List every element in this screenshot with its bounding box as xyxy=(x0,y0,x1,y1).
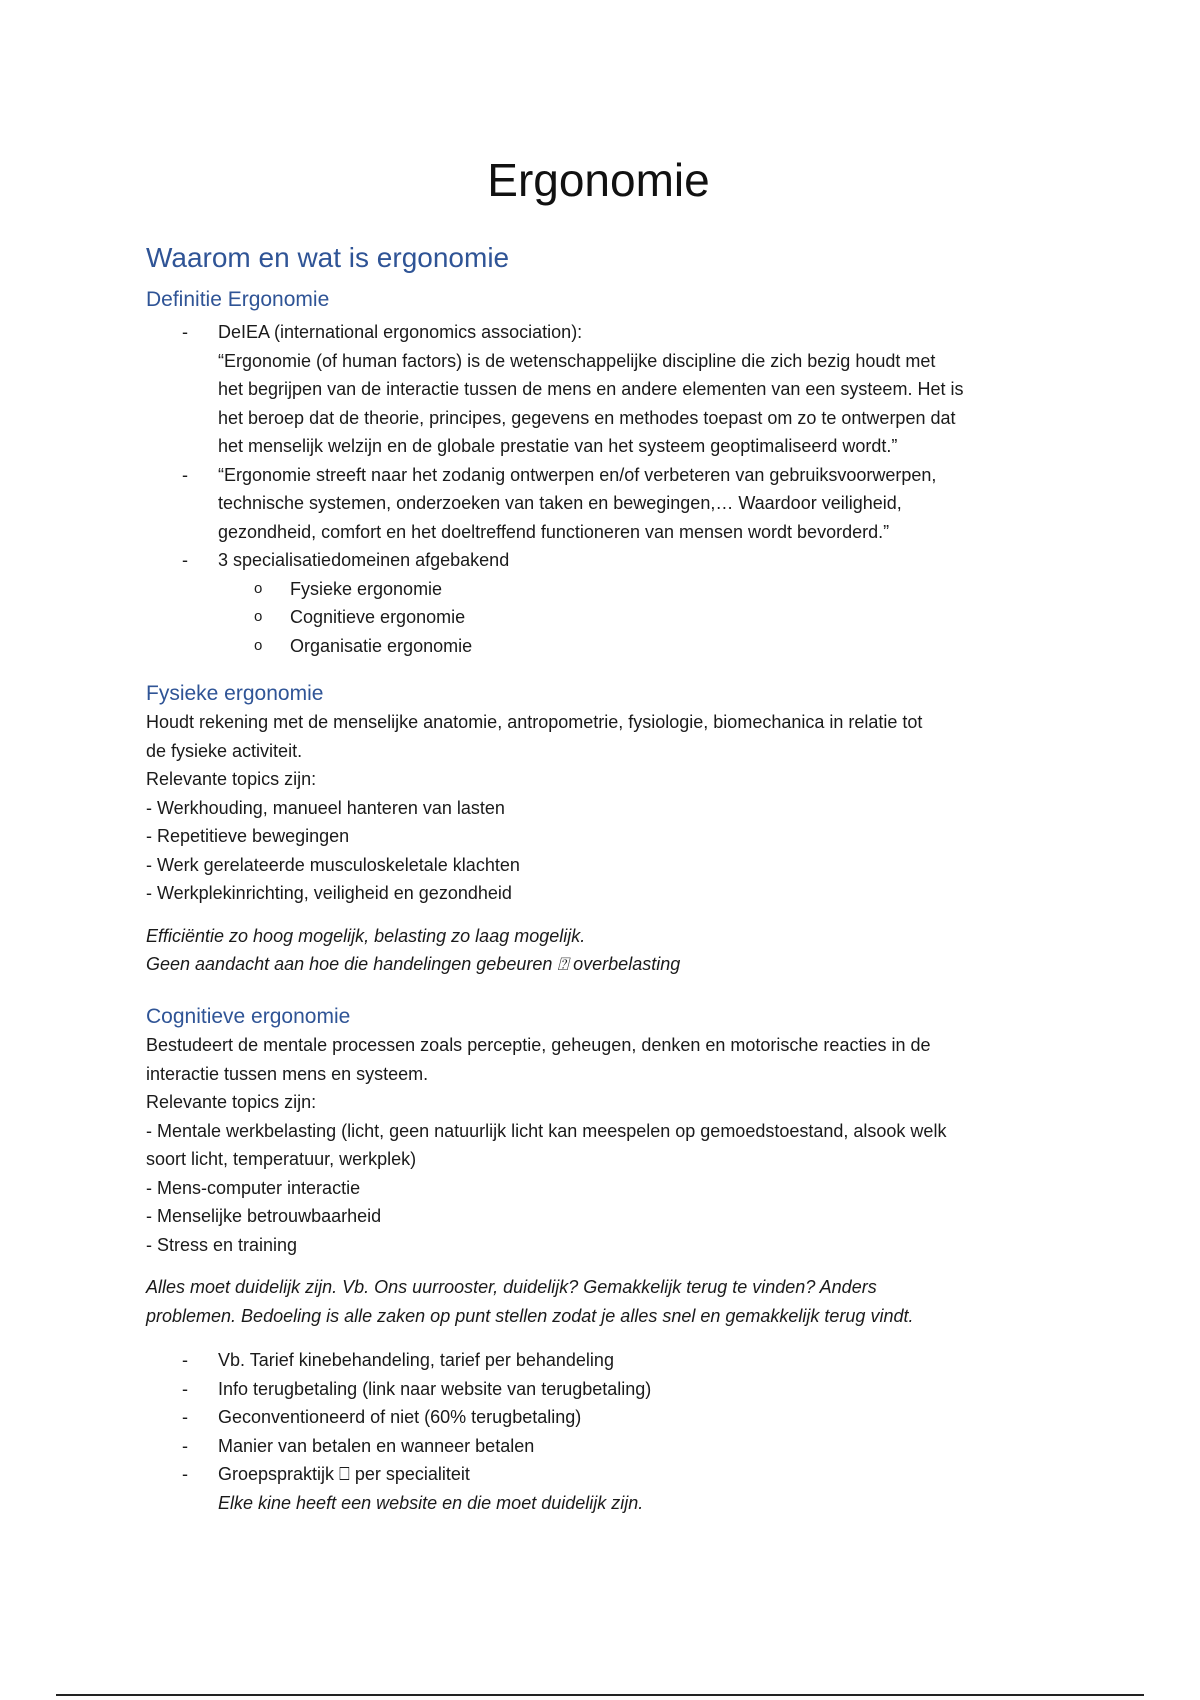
cognitief-section xyxy=(146,1003,1066,1517)
definitie-heading: Definitie Ergonomie xyxy=(146,288,330,311)
topic-line: - Menselijke betrouwbaarheid xyxy=(146,1206,382,1226)
section-heading: Waarom en wat is ergonomie xyxy=(146,242,510,273)
circle-bullet-icon: o xyxy=(254,636,263,654)
quote-line: gezondheid, comfort en het doeltreffend functioneren van mensen wordt bevorderd.” xyxy=(218,521,890,542)
quote-line: “Ergonomie streeft naar het zodanig ontwerpen en/of verbeteren van gebruiksvoorwerpen, xyxy=(218,464,937,485)
iea-quote-line: het beroep dat de theorie, principes, gegevens en methodes toepast om zo te ontwerpen dat xyxy=(218,407,956,428)
list-item: - Vb. Tarief kinebehandeling, tarief per behandeling xyxy=(182,1350,614,1370)
topics-label: Relevante topics zijn: xyxy=(146,1092,317,1112)
iea-quote-line: “Ergonomie (of human factors) is de wetenschappelijke discipline die zich bezig houdt met xyxy=(218,350,936,371)
topic-line: - Mens-computer interactie xyxy=(146,1177,361,1198)
list-item: - Geconventioneerd of niet (60% terugbetaling) xyxy=(182,1407,582,1427)
footer-divider xyxy=(56,1694,1144,1696)
definitie-section xyxy=(146,286,1066,660)
example-note: Elke kine heeft een website en die moet duidelijk zijn. xyxy=(218,1492,644,1513)
iea-quote-line: het begrijpen van de interactie tussen de mens en andere elementen van een systeem. Het is xyxy=(218,379,964,399)
note-line: Geen aandacht aan hoe die handelingen gebeuren ⍰ overbelasting xyxy=(146,954,681,974)
dash-marker: - xyxy=(182,550,188,570)
topic-line: - Werkplekinrichting, veiligheid en gezondheid xyxy=(146,883,512,903)
document-title: Ergonomie xyxy=(487,154,710,206)
paragraph-line: Bestudeert de mentale processen zoals perceptie, geheugen, denken en motorische reacties in de xyxy=(146,1035,931,1055)
dash-marker: - xyxy=(182,464,188,485)
circle-bullet-icon: o xyxy=(254,579,263,597)
topic-line: soort licht, temperatuur, werkplek) xyxy=(146,1149,417,1169)
paragraph-line: de fysieke activiteit. xyxy=(146,740,303,761)
definitie-list xyxy=(146,318,1066,660)
note-line: problemen. Bedoeling is alle zaken op punt stellen zodat je alles snel en gemakkelijk terug vindt. xyxy=(146,1305,914,1326)
note-line: Efficiëntie zo hoog mogelijk, belasting zo laag mogelijk. xyxy=(146,925,586,946)
domains-sublist xyxy=(218,575,1066,661)
list-item xyxy=(146,461,1066,547)
cognitief-heading: Cognitieve ergonomie xyxy=(146,1005,351,1028)
fysiek-section xyxy=(146,680,1066,979)
sub-item: o Cognitieve ergonomie xyxy=(218,603,1066,632)
list-item: - Info terugbetaling (link naar website van terugbetaling) xyxy=(182,1378,652,1399)
iea-quote-line: het menselijk welzijn en de globale prestatie van het systeem geoptimaliseerd wordt.” xyxy=(218,436,898,456)
topic-line: - Werk gerelateerde musculoskeletale klachten xyxy=(146,854,520,875)
topics-label: Relevante topics zijn: xyxy=(146,769,317,789)
examples-list xyxy=(146,1346,1066,1517)
fysiek-heading: Fysieke ergonomie xyxy=(146,682,324,705)
list-item: - Manier van betalen en wanneer betalen xyxy=(182,1435,535,1456)
topic-line: - Mentale werkbelasting (licht, geen natuurlijk licht kan meespelen op gemoedstoestand, alsook welk xyxy=(146,1120,947,1141)
topic-line: - Werkhouding, manueel hanteren van lasten xyxy=(146,797,505,818)
note-line: Alles moet duidelijk zijn. Vb. Ons uurrooster, duidelijk? Gemakkelijk terug te vinden? Anders xyxy=(146,1277,877,1297)
sub-item: o Organisatie ergonomie xyxy=(218,632,1066,661)
domains-label: 3 specialisatiedomeinen afgebakend xyxy=(218,550,510,570)
dash-marker: - xyxy=(182,322,188,342)
sub-item: o Fysieke ergonomie xyxy=(218,575,1066,604)
list-item: - Groepspraktijk ⎕ per specialiteit Elke kine heeft een website en die moet duidelijk zijn. xyxy=(146,1460,1066,1517)
topic-line: - Stress en training xyxy=(146,1234,298,1255)
topic-line: - Repetitieve bewegingen xyxy=(146,826,350,846)
paragraph-line: Houdt rekening met de menselijke anatomie, antropometrie, fysiologie, biomechanica in relatie tot xyxy=(146,712,923,732)
quote-line: technische systemen, onderzoeken van taken en bewegingen,… Waardoor veiligheid, xyxy=(218,493,902,513)
list-item xyxy=(146,318,1066,461)
circle-bullet-icon: o xyxy=(254,608,263,625)
iea-label: DeIEA (international ergonomics association): xyxy=(218,322,583,342)
paragraph-line: interactie tussen mens en systeem. xyxy=(146,1063,429,1084)
list-item xyxy=(146,546,1066,660)
